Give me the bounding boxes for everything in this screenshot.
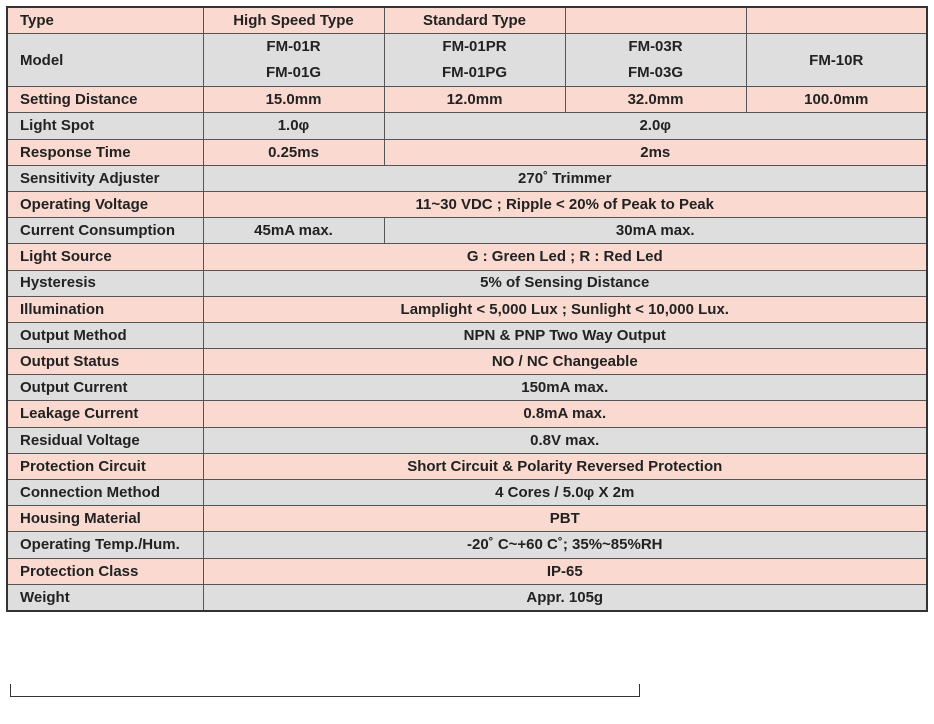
connection-method-label: Connection Method	[7, 480, 203, 506]
illumination-value: Lamplight < 5,000 Lux ; Sunlight < 10,000 Lux.	[203, 296, 927, 322]
model-col1-line2: FM-01G	[265, 64, 321, 82]
sensitivity-adjuster-value: 270˚ Trimmer	[203, 165, 927, 191]
model-col2-line2: FM-01PG	[441, 64, 507, 82]
current-consumption-label: Current Consumption	[7, 218, 203, 244]
response-time-rest: 2ms	[384, 139, 927, 165]
output-method-label: Output Method	[7, 322, 203, 348]
output-method-value: NPN & PNP Two Way Output	[203, 322, 927, 348]
leakage-current-value: 0.8mA max.	[203, 401, 927, 427]
response-time-label: Response Time	[7, 139, 203, 165]
model-col1-line1: FM-01R	[266, 38, 321, 56]
type-col4	[746, 7, 927, 34]
spec-table	[6, 6, 928, 612]
illumination-label: Illumination	[7, 296, 203, 322]
protection-circuit-value: Short Circuit & Polarity Reversed Protection	[203, 453, 927, 479]
light-spot-row	[7, 113, 927, 139]
light-source-row	[7, 244, 927, 270]
protection-class-value: IP-65	[203, 558, 927, 584]
protection-class-row	[7, 558, 927, 584]
model-col3-line1: FM-03R	[628, 38, 683, 56]
protection-circuit-label: Protection Circuit	[7, 453, 203, 479]
operating-voltage-value: 11~30 VDC ; Ripple < 20% of Peak to Peak	[203, 191, 927, 217]
setting-distance-col4: 100.0mm	[746, 87, 927, 113]
operating-temp-value: -20˚ C~+60 C˚; 35%~85%RH	[203, 532, 927, 558]
weight-value: Appr. 105g	[203, 584, 927, 611]
hysteresis-value: 5% of Sensing Distance	[203, 270, 927, 296]
output-current-label: Output Current	[7, 375, 203, 401]
type-label: Type	[7, 7, 203, 34]
residual-voltage-label: Residual Voltage	[7, 427, 203, 453]
type-row	[7, 7, 927, 34]
type-standard: Standard Type	[384, 7, 565, 34]
housing-material-label: Housing Material	[7, 506, 203, 532]
setting-distance-col2: 12.0mm	[384, 87, 565, 113]
weight-row	[7, 584, 927, 611]
model-col3-line2: FM-03G	[627, 64, 683, 82]
hysteresis-row	[7, 270, 927, 296]
housing-material-row	[7, 506, 927, 532]
leakage-current-row	[7, 401, 927, 427]
model-col2-line1: FM-01PR	[442, 38, 507, 56]
model-col4: FM-10R	[746, 34, 927, 87]
connection-method-value: 4 Cores / 5.0φ X 2m	[203, 480, 927, 506]
weight-label: Weight	[7, 584, 203, 611]
leakage-current-label: Leakage Current	[7, 401, 203, 427]
bottom-bracket	[10, 684, 640, 697]
output-current-row	[7, 375, 927, 401]
current-consumption-rest: 30mA max.	[384, 218, 927, 244]
light-source-label: Light Source	[7, 244, 203, 270]
output-status-label: Output Status	[7, 349, 203, 375]
protection-circuit-row	[7, 453, 927, 479]
operating-temp-label: Operating Temp./Hum.	[7, 532, 203, 558]
model-label: Model	[7, 34, 203, 87]
model-col1	[203, 34, 384, 87]
light-source-value: G : Green Led ; R : Red Led	[203, 244, 927, 270]
operating-temp-row	[7, 532, 927, 558]
model-row	[7, 34, 927, 87]
model-col3	[565, 34, 746, 87]
response-time-col1: 0.25ms	[203, 139, 384, 165]
sensitivity-adjuster-row	[7, 165, 927, 191]
light-spot-label: Light Spot	[7, 113, 203, 139]
housing-material-value: PBT	[203, 506, 927, 532]
illumination-row	[7, 296, 927, 322]
output-status-value: NO / NC Changeable	[203, 349, 927, 375]
current-consumption-row	[7, 218, 927, 244]
sensitivity-adjuster-label: Sensitivity Adjuster	[7, 165, 203, 191]
residual-voltage-row	[7, 427, 927, 453]
light-spot-rest: 2.0φ	[384, 113, 927, 139]
output-current-value: 150mA max.	[203, 375, 927, 401]
output-method-row	[7, 322, 927, 348]
type-col3	[565, 7, 746, 34]
residual-voltage-value: 0.8V max.	[203, 427, 927, 453]
setting-distance-row	[7, 87, 927, 113]
connection-method-row	[7, 480, 927, 506]
setting-distance-label: Setting Distance	[7, 87, 203, 113]
light-spot-col1: 1.0φ	[203, 113, 384, 139]
protection-class-label: Protection Class	[7, 558, 203, 584]
hysteresis-label: Hysteresis	[7, 270, 203, 296]
model-col2	[384, 34, 565, 87]
response-time-row	[7, 139, 927, 165]
type-high-speed: High Speed Type	[203, 7, 384, 34]
current-consumption-col1: 45mA max.	[203, 218, 384, 244]
output-status-row	[7, 349, 927, 375]
operating-voltage-row	[7, 191, 927, 217]
operating-voltage-label: Operating Voltage	[7, 191, 203, 217]
setting-distance-col1: 15.0mm	[203, 87, 384, 113]
setting-distance-col3: 32.0mm	[565, 87, 746, 113]
